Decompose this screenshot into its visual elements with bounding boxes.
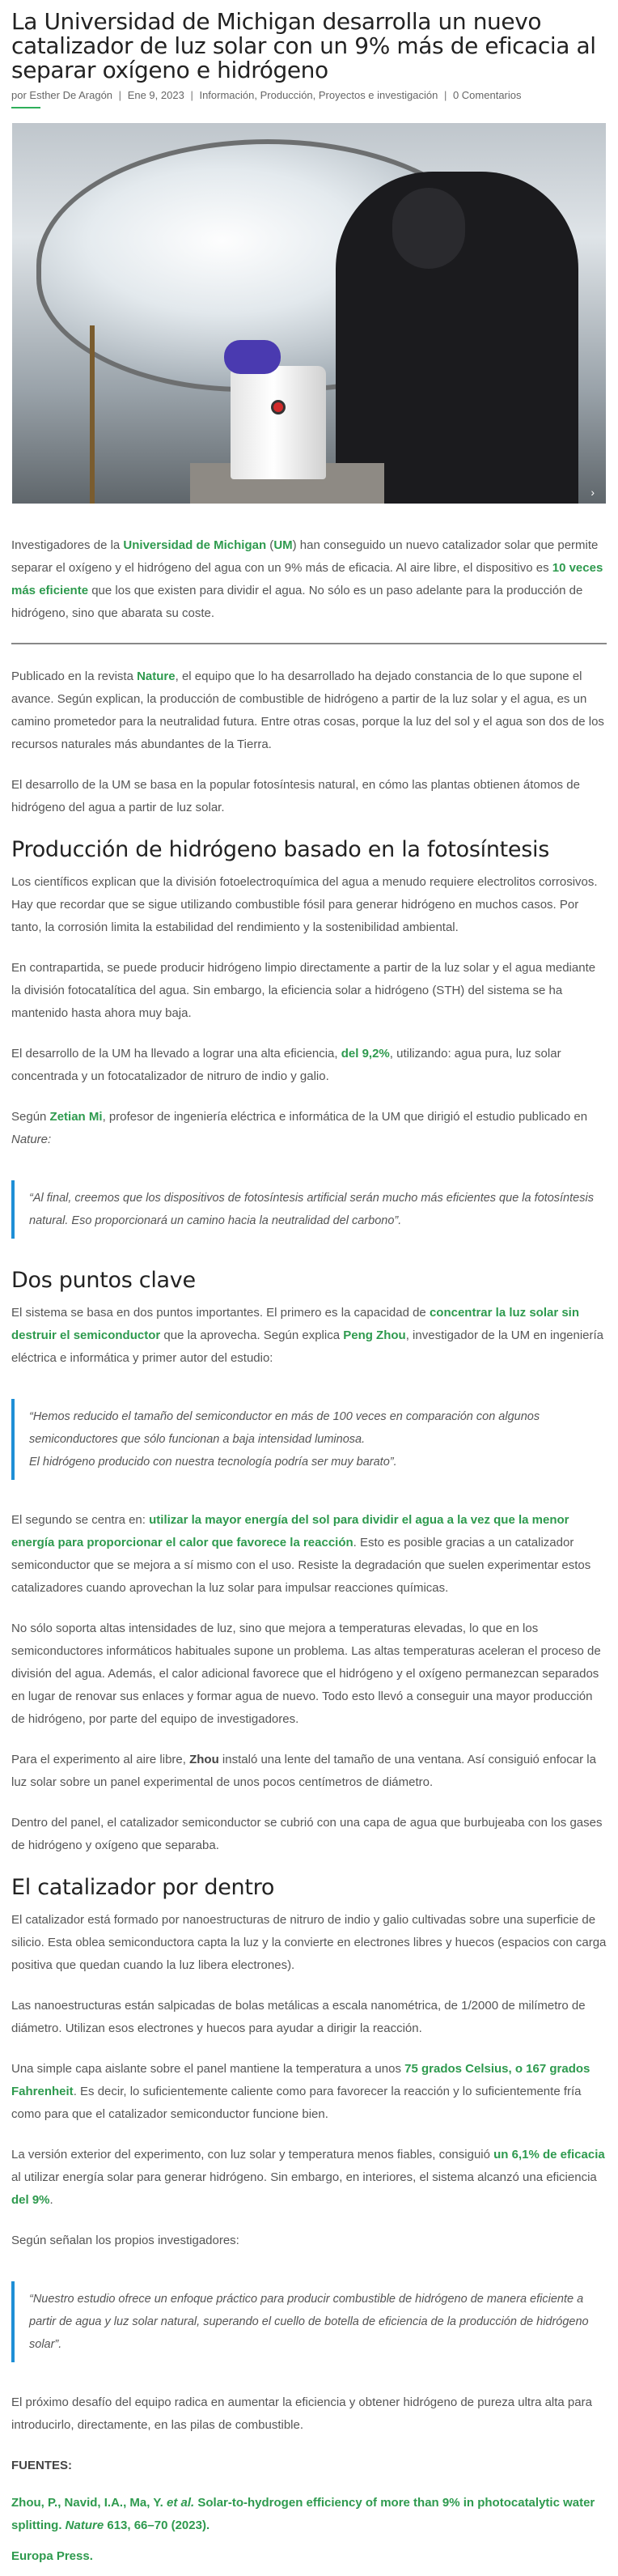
text: El sistema se basa en dos puntos importantes. El primero es la capacidad de [11, 1306, 430, 1320]
text: Según [11, 1110, 50, 1124]
heading-fotosintesis: Producción de hidrógeno basado en la fotosíntesis [11, 837, 549, 862]
meta-comma: , [312, 89, 319, 101]
paragraph-resultados [11, 2144, 607, 2212]
text: ) han conseguido un nuevo catalizador solar que permite separar el oxígeno y el hidrógeno del agua con un 9% más de eficacia. Al aire libre, el dispositivo es [11, 538, 599, 575]
text: Nature [65, 2519, 104, 2532]
category-link-produccion[interactable]: Producción [260, 89, 313, 101]
meta-separator: | [118, 89, 122, 101]
source-link-nature-article[interactable] [11, 2496, 595, 2532]
category-link-informacion[interactable]: Información [199, 89, 255, 101]
text: instaló una lente del tamaño de una ventana. Así consiguió enfocar la luz solar sobre un panel experimental de unos pocos centímetros de diámetro. [11, 1753, 596, 1789]
text: , profesor de ingeniería eléctrica e informática de la UM que dirigió el estudio publicado en [102, 1110, 588, 1124]
text-nature-italic: Nature: [11, 1133, 52, 1146]
support-rod [90, 325, 95, 504]
text: Investigadores de la [11, 538, 124, 552]
post-date: Ene 9, 2023 [127, 89, 184, 101]
text: , utilizando: agua pura, luz solar concentrada y un fotocatalizador de nitruro de indio y galio. [11, 1047, 561, 1083]
sources-label: FUENTES: [11, 2459, 72, 2472]
text-zhou-bold: Zhou [189, 1753, 219, 1766]
divider [11, 643, 607, 644]
text: Zhou, P., Navid, I.A., Ma, Y. [11, 2496, 167, 2510]
catalyst-spot [271, 400, 286, 414]
next-arrow-icon: › [590, 486, 595, 499]
meta-by: por [11, 89, 27, 101]
highlight-mayor-energia: utilizar la mayor energía del sol para dividir el agua a la vez que la menor energía para proporcionar el calor que favorece la reacción [11, 1513, 569, 1549]
text: . Es decir, lo suficientemente caliente como para favorecer la reacción y lo suficientemente fría como para que el catalizador semiconductor funcione bien. [11, 2085, 582, 2121]
author-link[interactable]: Esther De Aragón [29, 89, 113, 101]
paragraph-temperatura [11, 2058, 607, 2126]
text: Solar-to-hydrogen efficiency of more than 9% in photocatalytic water splitting. [11, 2496, 595, 2532]
text: La versión exterior del experimento, con luz solar y temperatura menos fiables, consiguió [11, 2148, 494, 2162]
source-europa-press [11, 2545, 607, 2568]
text: et al. [167, 2496, 195, 2510]
paragraph-contrapartida: En contrapartida, se puede producir hidrógeno limpio directamente a partir de la luz solar y el agua mediante la división fotocatalítica del agua. Sin embargo, la eficiencia solar a hidrógeno (STH) del sistema se ha mantenido hasta ahora muy baja. [11, 961, 596, 1020]
title-underline [11, 107, 40, 108]
meta-comma: , [254, 89, 260, 101]
text: que los que existen para dividir el agua. No sólo es un paso adelante para la producción de hidrógeno, sino que abarata su coste. [11, 584, 583, 620]
text: , investigador de la UM en ingeniería eléctrica e informática y primer autor del estudio: [11, 1328, 604, 1365]
text: . [49, 2193, 53, 2207]
text: que la aprovecha. Según explica [160, 1328, 344, 1342]
link-zetian-mi[interactable]: Zetian Mi [49, 1110, 103, 1124]
highlight-6-1: un 6,1% de eficacia [493, 2148, 605, 2162]
paragraph-primer-punto [11, 1302, 607, 1370]
article-title: La Universidad de Michigan desarrolla un nuevo catalizador de luz solar con un 9% más de eficacia al separar oxígeno e hidrógeno [11, 8, 596, 83]
quote-investigadores: “Nuestro estudio ofrece un enfoque práctico para producir combustible de hidrógeno de manera eficiente a partir de agua y luz solar natural, superando el cuello de botella de eficiencia de la producción de hidrógeno solar”. [11, 2281, 607, 2362]
source-reference [11, 2492, 607, 2537]
heading-catalizador: El catalizador por dentro [11, 1875, 275, 1900]
paragraph-fotosintesis: El desarrollo de la UM se basa en la popular fotosíntesis natural, en cómo las plantas obtienen átomos de hidrógeno del agua a partir de luz solar. [11, 778, 580, 814]
category-link-proyectos[interactable]: Proyectos e investigación [318, 89, 438, 101]
paragraph-zetian [11, 1106, 607, 1151]
text: al utilizar energía solar para generar hidrógeno. Sin embargo, en interiores, el sistema alcanzó una eficiencia [11, 2170, 597, 2184]
text: El segundo se centra en: [11, 1513, 150, 1527]
quote-line: El hidrógeno producido con nuestra tecnología podría ser muy barato”. [29, 1456, 397, 1469]
text: , el equipo que lo ha desarrollado ha dejado constancia de lo que supone el avance. Según explican, la producción de combustible de hidrógeno a partir de la luz solar y el agua, es un camino prometedor para la neutralidad futura. Entre otras cosas, porque la luz del sol y el agua son dos de los recursos naturales más abundantes de la Tierra. [11, 670, 604, 751]
paragraph-desafio: El próximo desafío del equipo radica en aumentar la eficiencia y obtener hidrógeno de pureza ultra alta para introducirlo, directamente, en las pilas de combustible. [11, 2395, 592, 2432]
paragraph-nanoestructuras: El catalizador está formado por nanoestructuras de nitruro de indio y galio cultivadas sobre una superficie de silicio. Esta oblea semiconductora capta la luz y la convierte en electrones libres y huecos (espacios con carga positiva que quedan cuando la luz libera electrones). [11, 1913, 607, 1972]
comments-link[interactable]: 0 Comentarios [452, 89, 522, 101]
paragraph-temperaturas: No sólo soporta altas intensidades de luz, sino que mejora a temperaturas elevadas, lo que en los semiconductores informáticos habituales supone un problema. Las altas temperaturas aceleran el proceso de división del agua. Además, el calor adicional favorece que el hidrógeno y el oxígeno permanezcan separados en lugar de renovar sus enlaces y formar agua de nuevo. Todo esto llevó a conseguir una mayor producción de hidrógeno, por parte del equipo de investigadores. [11, 1622, 601, 1726]
highlight-concentrar: concentrar la luz solar sin destruir el semiconductor [11, 1306, 580, 1342]
researcher-head [392, 188, 465, 269]
paragraph-eficiencia [11, 1043, 607, 1088]
link-nature[interactable]: Nature [137, 670, 176, 683]
article [0, 10, 618, 2568]
quote-zhou [11, 1399, 607, 1480]
paragraph-segun-investigadores: Según señalan los propios investigadores: [11, 2234, 239, 2247]
highlight-10x: 10 veces más eficiente [11, 561, 603, 597]
paragraph-segundo-punto [11, 1509, 607, 1600]
highlight-9: del 9% [11, 2193, 50, 2207]
text: Para el experimento al aire libre, [11, 1753, 190, 1766]
paragraph-panel: Dentro del panel, el catalizador semiconductor se cubrió con una capa de agua que burbujeaba con los gases de hidrógeno y oxígeno que separaba. [11, 1816, 603, 1852]
text: . Esto es posible gracias a un catalizador semiconductor que se mejora a sí mismo con el uso. Resiste la degradación que suelen experimentar estos catalizadores cuando aprovechan la luz solar para impulsar reacciones químicas. [11, 1536, 591, 1595]
gloved-hand [224, 340, 281, 374]
text: ( [266, 538, 274, 552]
link-um[interactable]: UM [273, 538, 293, 552]
link-peng-zhou[interactable]: Peng Zhou [343, 1328, 406, 1342]
paragraph-experimento [11, 1749, 607, 1794]
meta-separator: | [443, 89, 447, 101]
highlight-9-2: del 9,2% [341, 1047, 390, 1061]
hero-image [12, 123, 606, 504]
paragraph-nature [11, 665, 607, 756]
quote-line: “Hemos reducido el tamaño del semiconductor en más de 100 veces en comparación con algunos semiconductores que sólo funcionan a baja intensidad luminosa. [29, 1410, 540, 1446]
highlight-75-grados: 75 grados Celsius, o 167 grados Fahrenheit [11, 2062, 590, 2098]
paragraph-intro [11, 534, 607, 625]
text: Una simple capa aislante sobre el panel mantiene la temperatura a unos [11, 2062, 405, 2076]
meta-separator: | [190, 89, 193, 101]
link-universidad-michigan[interactable]: Universidad de Michigan [123, 538, 267, 552]
text: 613, 66–70 (2023). [104, 2519, 210, 2532]
heading-dos-puntos: Dos puntos clave [11, 1268, 196, 1293]
source-link-europa-press[interactable]: Europa Press. [11, 2549, 93, 2563]
paragraph-electrolitos: Los científicos explican que la división fotoelectroquímica del agua a menudo requiere electrolitos corrosivos. Hay que recordar que se sigue utilizando combustible fósil para generar hidrógeno en muchos casos. Por tanto, la corrosión limita la estabilidad del rendimiento y la sostenibilidad ambiental. [11, 875, 598, 934]
text: El desarrollo de la UM ha llevado a lograr una alta eficiencia, [11, 1047, 341, 1061]
text: Publicado en la revista [11, 670, 138, 683]
quote-zetian: “Al final, creemos que los dispositivos de fotosíntesis artificial serán mucho más eficientes que la fotosíntesis natural. Eso proporcionará un camino hacia la neutralidad del carbono”. [11, 1180, 607, 1239]
reactor-cylinder [231, 366, 326, 479]
paragraph-bolas-metalicas: Las nanoestructuras están salpicadas de bolas metálicas a escala nanométrica, de 1/2000 de milímetro de diámetro. Utilizan esos electrones y huecos para ayudar a dirigir la reacción. [11, 1999, 586, 2035]
post-meta [11, 87, 607, 104]
